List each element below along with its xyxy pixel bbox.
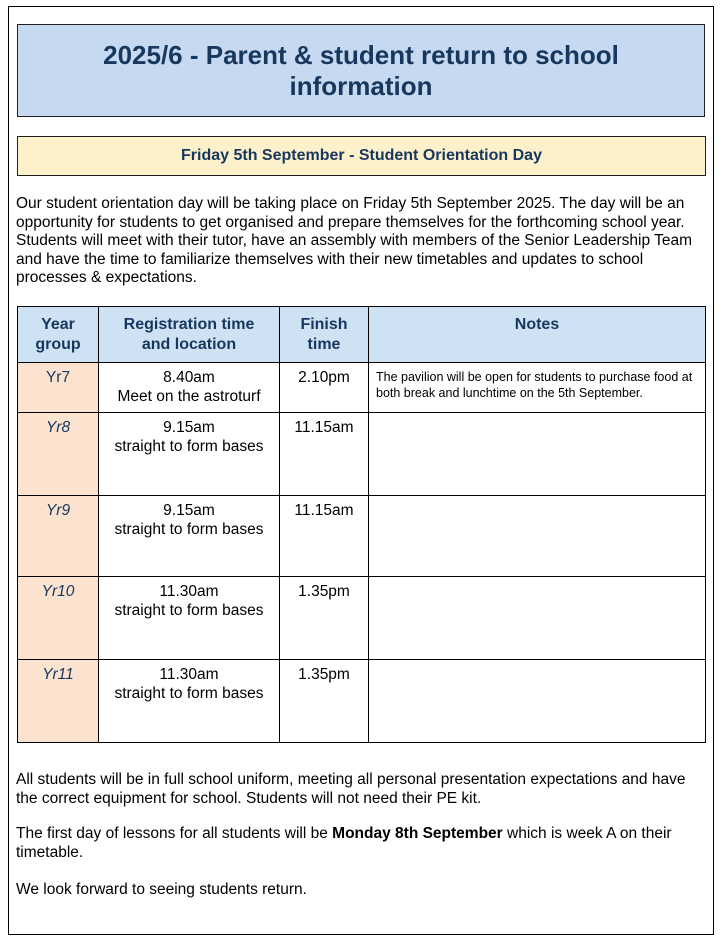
- notes-cell: [369, 577, 706, 660]
- section-subtitle: Friday 5th September - Student Orientation Day: [181, 147, 542, 164]
- registration-cell: [99, 363, 280, 413]
- year-cell: Yr10: [18, 577, 99, 660]
- notes-cell: [369, 413, 706, 496]
- notes-cell: [369, 496, 706, 577]
- notes-cell: [369, 660, 706, 743]
- year-cell: Yr11: [18, 660, 99, 743]
- header-year-group: Year group: [18, 307, 99, 363]
- header-registration: Registration time and location: [99, 307, 280, 363]
- registration-cell: [99, 577, 280, 660]
- intro-paragraph: Our student orientation day will be taking place on Friday 5th September 2025. The day will be an opportunity for students to get organised and prepare themselves for the forthcoming school year. Students will meet with their tutor, have an assembly with members of the Senior Leadership Team and have the time to familiarize themselves with their new timetables and updates to school processes & expectations.: [16, 195, 693, 287]
- header-finish-time: Finish time: [280, 307, 369, 363]
- lessons-text-before: The first day of lessons for all students will be: [16, 825, 333, 842]
- table-row: [18, 660, 706, 743]
- notes-cell: The pavilion will be open for students to purchase food at both break and lunchtime on the 5th September.: [369, 363, 706, 413]
- lessons-text-after: which is week A on their timetable.: [16, 825, 672, 861]
- year-cell: Yr7: [18, 363, 99, 413]
- registration-time: 11.30am: [159, 583, 219, 600]
- finish-cell: 1.35pm: [280, 660, 369, 743]
- year-cell: Yr9: [18, 496, 99, 577]
- closing-paragraph: We look forward to seeing students return.: [16, 881, 307, 898]
- registration-location: straight to form bases: [114, 521, 264, 538]
- table-row: [18, 413, 706, 496]
- registration-location: straight to form bases: [114, 602, 264, 619]
- finish-cell: 2.10pm: [280, 363, 369, 413]
- year-cell: Yr8: [18, 413, 99, 496]
- registration-time: 11.30am: [159, 666, 219, 683]
- subtitle-banner: [17, 136, 706, 176]
- title-banner: [17, 24, 705, 117]
- registration-time: 9.15am: [163, 419, 215, 436]
- registration-cell: [99, 496, 280, 577]
- page-title: 2025/6 - Parent & student return to school information: [103, 39, 619, 101]
- registration-location: Meet on the astroturf: [117, 388, 261, 405]
- table-row: [18, 577, 706, 660]
- table-row: [18, 496, 706, 577]
- registration-location: straight to form bases: [114, 438, 264, 455]
- registration-location: straight to form bases: [114, 685, 264, 702]
- first-lessons-paragraph: [16, 825, 708, 862]
- lessons-date: Monday 8th September: [332, 825, 503, 842]
- uniform-paragraph: All students will be in full school uniform, meeting all personal presentation expectations and have the correct equipment for school. Students will not need their PE kit.: [16, 771, 686, 807]
- header-notes: Notes: [369, 307, 706, 363]
- registration-time: 8.40am: [163, 369, 215, 386]
- table-header-row: [18, 307, 706, 363]
- registration-time: 9.15am: [163, 502, 215, 519]
- registration-cell: [99, 660, 280, 743]
- finish-cell: 11.15am: [280, 413, 369, 496]
- registration-cell: [99, 413, 280, 496]
- finish-cell: 1.35pm: [280, 577, 369, 660]
- table-row: [18, 363, 706, 413]
- schedule-table: [17, 306, 706, 743]
- finish-cell: 11.15am: [280, 496, 369, 577]
